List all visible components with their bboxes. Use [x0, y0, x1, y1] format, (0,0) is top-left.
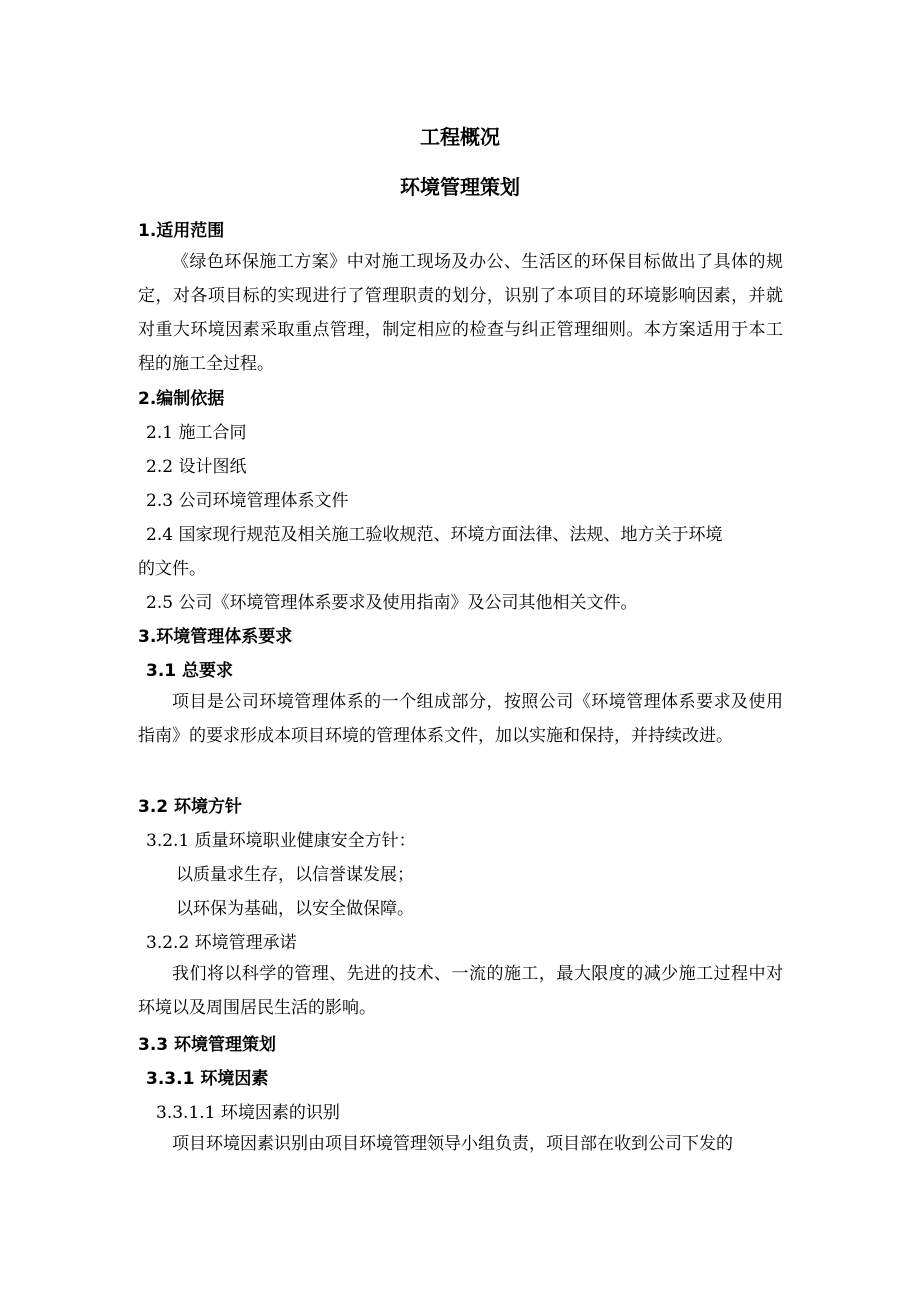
- paragraph-scope: 《绿色环保施工方案》中对施工现场及办公、生活区的环保目标做出了具体的规定，对各项目标的实现进行了管理职责的划分，识别了本项目的环境影响因素，并就对重大环境因素采取重点管理，制定相应的检查与纠正管理细则。本方案适用于本工程的施工全过程。: [138, 252, 783, 374]
- policy-label: 3.2.1 质量环境职业健康安全方针：: [146, 831, 416, 851]
- basis-item-drawings: 2.2 设计图纸: [146, 457, 247, 477]
- factor-identification-label: 3.3.1.1 环境因素的识别: [156, 1103, 340, 1123]
- document-title: 工程概况: [420, 125, 500, 149]
- paragraph-commitment: 我们将以科学的管理、先进的技术、一流的施工，最大限度的减少施工过程中对环境以及周围居民生活的影响。: [138, 964, 783, 1018]
- policy-line-quality: 以质量求生存，以信誉谋发展；: [176, 865, 414, 885]
- paragraph-factor-identification: 项目环境因素识别由项目环境管理领导小组负责，项目部在收到公司下发的: [172, 1134, 733, 1154]
- basis-item-company-system: 2.3 公司环境管理体系文件: [146, 491, 349, 511]
- heading-basis: 2.编制依据: [138, 389, 225, 409]
- heading-management-planning: 3.3 环境管理策划: [138, 1035, 277, 1055]
- commitment-label: 3.2.2 环境管理承诺: [146, 933, 297, 953]
- policy-line-safety: 以环保为基础，以安全做保障。: [176, 899, 414, 919]
- basis-item-contract: 2.1 施工合同: [146, 423, 247, 443]
- heading-general-requirements: 3.1 总要求: [146, 661, 234, 681]
- basis-item-national-codes-cont: 的文件。: [138, 559, 206, 579]
- heading-system-requirements: 3.环境管理体系要求: [138, 627, 293, 647]
- paragraph-general-requirements: 项目是公司环境管理体系的一个组成部分，按照公司《环境管理体系要求及使用指南》的要求形成本项目环境的管理体系文件，加以实施和保持，并持续改进。: [138, 692, 783, 746]
- document-subtitle: 环境管理策划: [400, 175, 520, 199]
- heading-environmental-policy: 3.2 环境方针: [138, 797, 243, 817]
- heading-environmental-factors: 3.3.1 环境因素: [146, 1069, 269, 1089]
- basis-item-guide: 2.5 公司《环境管理体系要求及使用指南》及公司其他相关文件。: [146, 593, 638, 613]
- heading-scope: 1.适用范围: [138, 221, 225, 241]
- basis-item-national-codes: 2.4 国家现行规范及相关施工验收规范、环境方面法律、法规、地方关于环境: [146, 525, 723, 545]
